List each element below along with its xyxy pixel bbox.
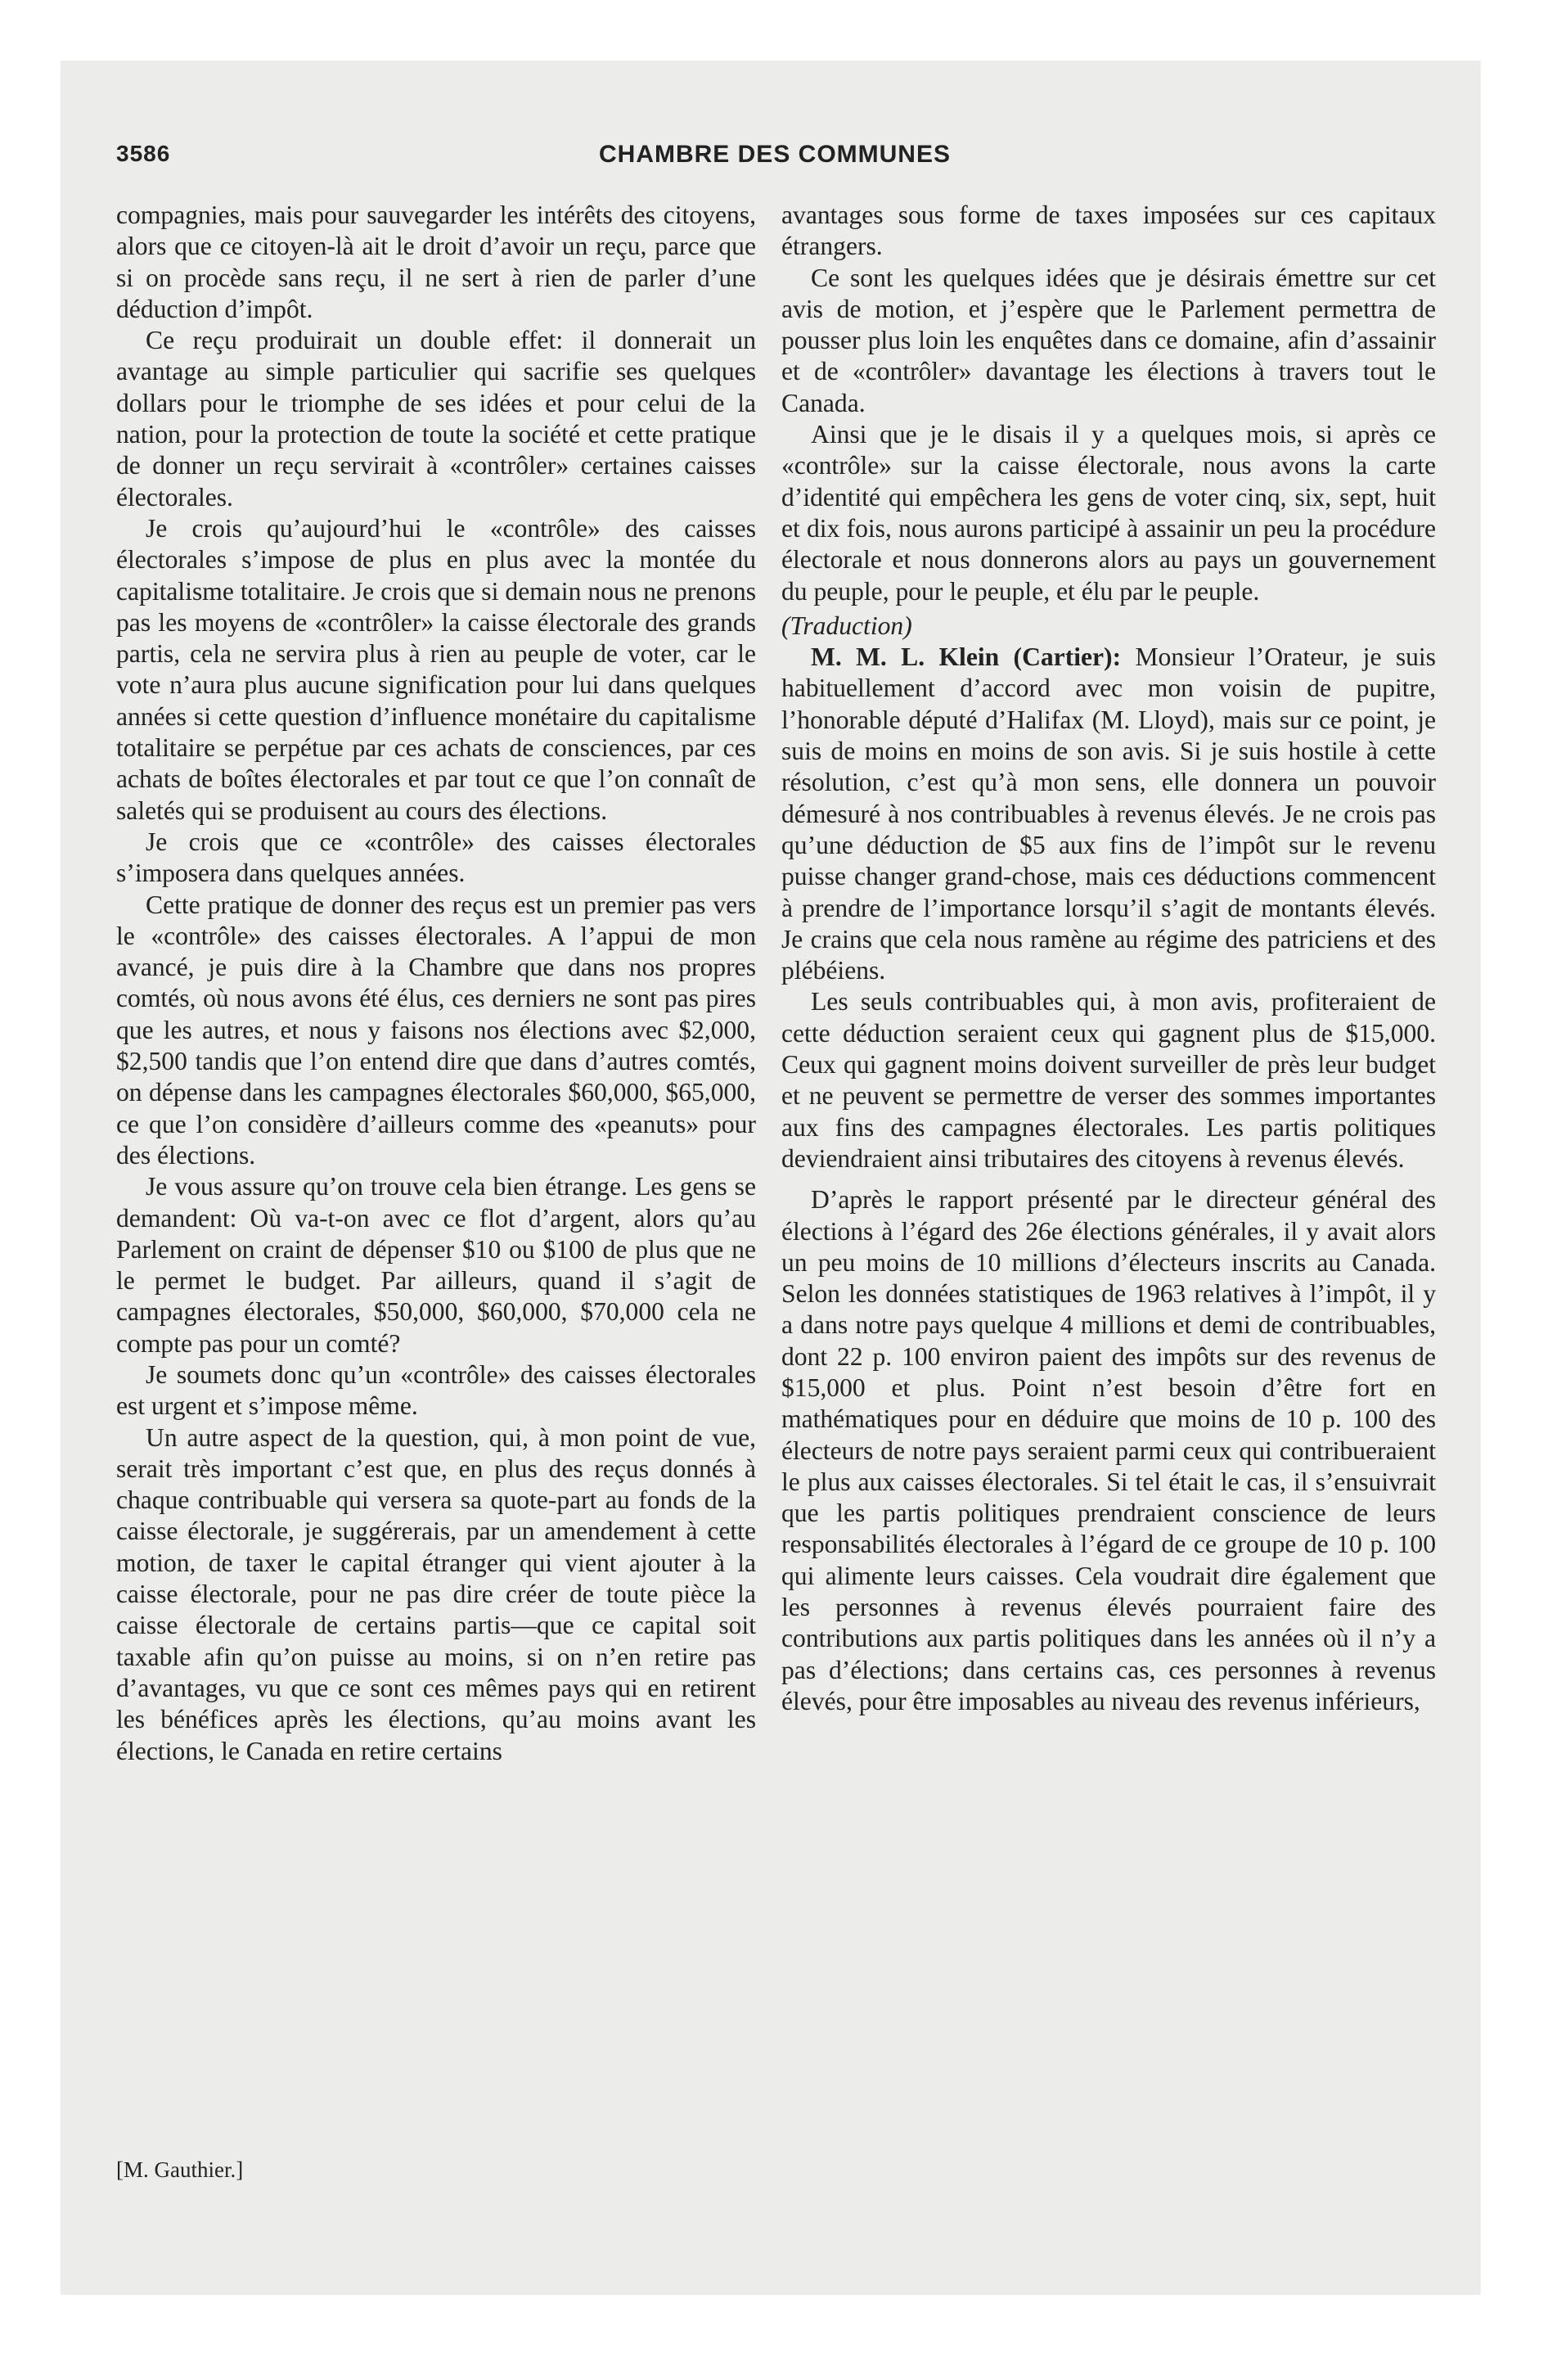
paragraph: Je crois qu’aujourd’hui le «contrôle» des caisses électorales s’impose de plus en plus avec la montée du capitalisme totalitaire. Je crois que si demain nous ne prenons pas les moyens de «contrôler» la caisse électorale des grands partis, cela ne servira plus à rien au peuple de voter, car le vote n’aura plus aucune signification pour lui dans quelques années si cette question d’influence monétaire du capitalisme totalitaire se perpétue par ces achats de consciences, par ces achats de boîtes électorales et par tout ce que l’on connaît de saletés qui se produisent au cours des élections.	[116, 513, 756, 825]
paragraph: D’après le rapport présenté par le directeur général des élections à l’égard des 26e élections générales, il y avait alors un peu moins de 10 millions d’électeurs inscrits au Canada. Selon les données statistiques de 1963 relatives à l’impôt, il y a dans notre pays quelque 4 millions et demi de contribuables, dont 22 p. 100 environ paient des impôts sur des revenus de $15,000 et plus. Point n’est besoin d’être fort en mathématiques pour en déduire que moins de 10 p. 100 des électeurs de notre pays seraient parmi ceux qui contribueraient le plus aux caisses électorales. Si tel était le cas, il s’ensuivrait que les partis politiques prendraient conscience de leurs responsabilités électorales à l’égard de ce groupe de 10 p. 100 qui alimente leurs caisses. Cela voudrait dire également que les personnes à revenus élevés pourraient faire des contributions aux partis politiques dans les années où il n’y a pas d’élections; dans certains cas, ces personnes à revenus élevés, pour être imposables au niveau des revenus inférieurs,	[781, 1185, 1436, 1715]
paragraph: Un autre aspect de la question, qui, à mon point de vue, serait très important c’est que, en plus des reçus donnés à chaque contribuable qui versera sa quote-part au fonds de la caisse électorale, je suggérerais, par un amendement à cette motion, de taxer le capital étranger qui vient ajouter à la caisse électorale, pour ne pas dire créer de toute pièce la caisse électorale de certains partis—que ce capital soit taxable afin qu’on puisse au moins, si on n’en retire pas d’avantages, vu que ce sont ces mêmes pays qui en retirent les bénéfices après les élections, qu’au moins avant les élections, le Canada en retire certains	[116, 1422, 756, 1765]
paragraph: avantages sous forme de taxes imposées sur ces capitaux étrangers.	[781, 201, 1436, 261]
paragraph: Ce sont les quelques idées que je désirais émettre sur cet avis de motion, et j’espère que le Parlement permettra de pousser plus loin les enquêtes dans ce domaine, afin d’assainir et de «contrôler» davantage les élections à travers tout le Canada.	[781, 263, 1436, 417]
translation-note: (Traduction)	[781, 611, 912, 640]
speech-text: Monsieur l’Orateur, je suis habituellement d’accord avec mon voisin de pupitre, l’honorable député d’Halifax (M. Lloyd), mais sur ce point, je suis de moins en moins de son avis. Si je suis hostile à cette résolution, c’est qu’à mon sens, elle donnera un pouvoir démesuré à nos contribuables à revenus élevés. Je ne crois pas qu’une déduction de $5 aux fins de l’impôt sur le revenu puisse changer grand-chose, mais ces déductions commencent à prendre de l’importance lorsqu’il s’agit de montants élevés. Je crains que cela nous ramène au régime des patriciens et des plébéiens.	[781, 642, 1436, 985]
running-head: CHAMBRE DES COMMUNES	[598, 141, 951, 168]
left-column	[116, 200, 756, 1767]
speaker-name: M. M. L. Klein (Cartier):	[811, 642, 1122, 672]
right-column	[781, 200, 1436, 1717]
paragraph: Je soumets donc qu’un «contrôle» des caisses électorales est urgent et s’impose même.	[116, 1359, 756, 1421]
page-header	[116, 141, 1433, 182]
speaker-attribution: [M. Gauthier.]	[116, 2157, 244, 2182]
page-number: 3586	[116, 141, 171, 166]
paragraph: Ainsi que je le disais il y a quelques mois, si après ce «contrôle» sur la caisse électorale, nous avons la carte d’identité qui empêchera les gens de voter cinq, six, sept, huit et dix fois, nous aurons participé à assainir un peu la procédure électorale et nous donnerons alors au pays un gouvernement du peuple, pour le peuple, et élu par le peuple.	[781, 420, 1436, 606]
paragraph: Les seuls contribuables qui, à mon avis, profiteraient de cette déduction seraient ceux qui gagnent plus de $15,000. Ceux qui gagnent moins doivent surveiller de près leur budget et ne peuvent se permettre de verser des sommes importantes aux fins des campagnes électorales. Les partis politiques deviendraient ainsi tributaires des citoyens à revenus élevés.	[781, 987, 1436, 1173]
paragraph: Cette pratique de donner des reçus est un premier pas vers le «contrôle» des caisses électorales. A l’appui de mon avancé, je puis dire à la Chambre que dans nos propres comtés, où nous avons été élus, ces derniers ne sont pas pires que les autres, et nous y faisons nos élections avec $2,000, $2,500 tandis que l’on entend dire que dans d’autres comtés, on dépense dans les campagnes électorales $60,000, $65,000, ce que l’on considère d’ailleurs comme des «peanuts» pour des élections.	[116, 890, 756, 1170]
paragraph: Je vous assure qu’on trouve cela bien étrange. Les gens se demandent: Où va-t-on avec ce flot d’argent, alors qu’au Parlement on craint de dépenser $10 ou $100 de plus que ne le permet le budget. Par ailleurs, quand il s’agit de campagnes électorales, $50,000, $60,000, $70,000 cela ne compte pas pour un comté?	[116, 1172, 756, 1358]
paragraph: compagnies, mais pour sauvegarder les intérêts des citoyens, alors que ce citoyen-là ait le droit d’avoir un reçu, parce que si on procède sans reçu, il ne sert à rien de parler d’une déduction d’impôt.	[116, 201, 756, 323]
paragraph: Je crois que ce «contrôle» des caisses électorales s’imposera dans quelques années.	[116, 827, 756, 888]
paragraph: Ce reçu produirait un double effet: il donnerait un avantage au simple particulier qui sacrifie ses quelques dollars pour le triomphe de ses idées et pour celui de la nation, pour la protection de toute la société et cette pratique de donner un reçu servirait à «contrôler» certaines caisses électorales.	[116, 326, 756, 512]
speech-paragraph	[781, 642, 1436, 986]
